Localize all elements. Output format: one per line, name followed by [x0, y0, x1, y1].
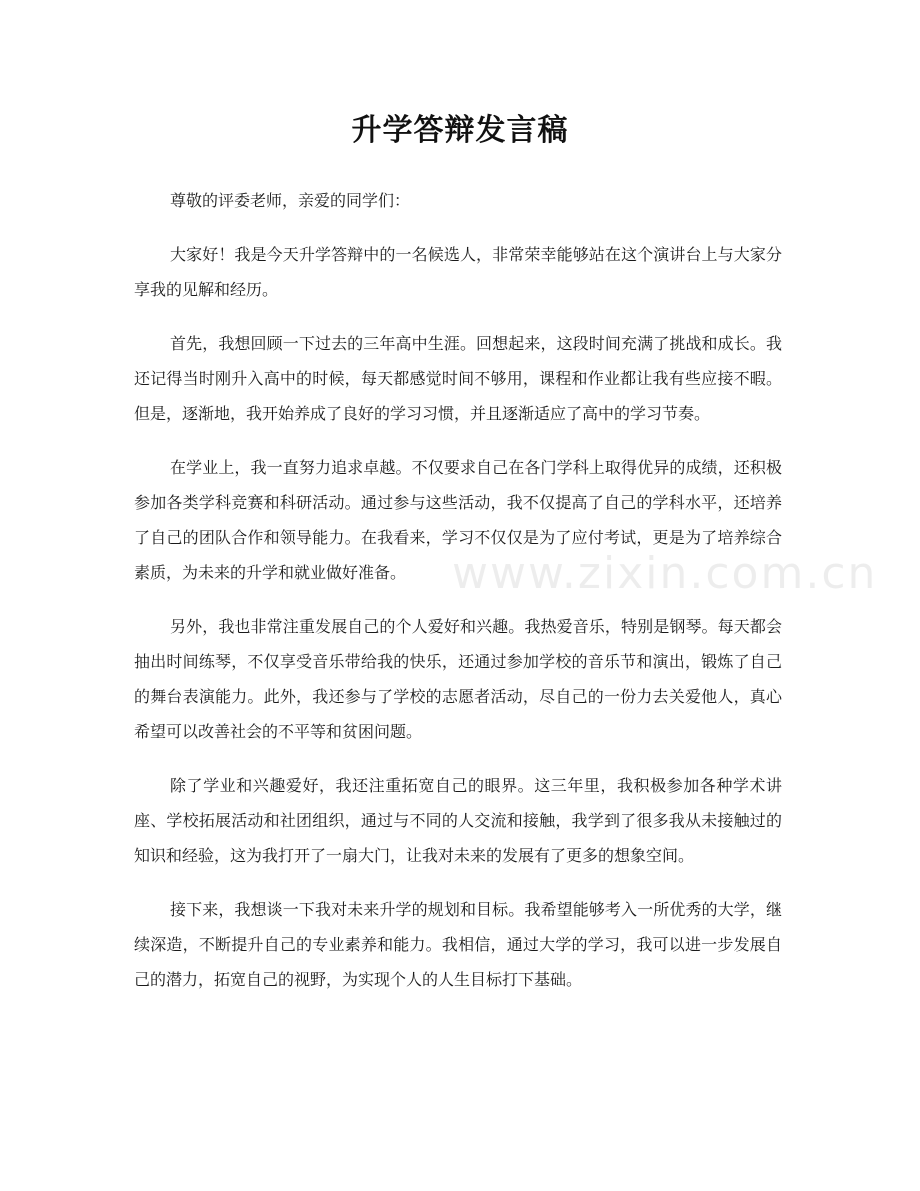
document-title: 升学答辩发言稿	[351, 113, 569, 148]
paragraph-salutation: 尊敬的评委老师，亲爱的同学们：	[170, 191, 411, 210]
watermark-text: www.zixin.com.cn	[452, 548, 878, 599]
paragraph-future-plans: 接下来，我想谈一下我对未来升学的规划和目标。我希望能够考入一所优秀的大学，继续深造，不断提升自己的专业素养和能力。我相信，通过大学的学习，我可以进一步发展自己的潜力，拓宽自己的视野，为实现个人的人生目标打下基础。	[134, 900, 782, 989]
paragraph-high-school-review: 首先，我想回顾一下过去的三年高中生涯。回想起来，这段时间充满了挑战和成长。我还记得当时刚升入高中的时候，每天都感觉时间不够用，课程和作业都让我有些应接不暇。但是，逐渐地，我开始养成了良好的学习习惯，并且逐渐适应了高中的学习节奏。	[134, 334, 782, 423]
paragraph-horizons: 除了学业和兴趣爱好，我还注重拓宽自己的眼界。这三年里，我积极参加各种学术讲座、学校拓展活动和社团组织，通过与不同的人交流和接触，我学到了很多我从未接触过的知识和经验，这为我打开了一扇大门，让我对未来的发展有了更多的想象空间。	[134, 776, 782, 865]
paragraph-hobbies: 另外，我也非常注重发展自己的个人爱好和兴趣。我热爱音乐，特别是钢琴。每天都会抽出时间练琴，不仅享受音乐带给我的快乐，还通过参加学校的音乐节和演出，锻炼了自己的舞台表演能力。此外，我还参与了学校的志愿者活动，尽自己的一份力去关爱他人，真心希望可以改善社会的不平等和贫困问题。	[134, 617, 782, 741]
document-body	[134, 183, 782, 1016]
paragraph-greeting: 大家好！我是今天升学答辩中的一名候选人，非常荣幸能够站在这个演讲台上与大家分享我的见解和经历。	[134, 245, 782, 299]
paragraph-academics: 在学业上，我一直努力追求卓越。不仅要求自己在各门学科上取得优异的成绩，还积极参加各类学科竞赛和科研活动。通过参与这些活动，我不仅提高了自己的学科水平，还培养了自己的团队合作和领导能力。在我看来，学习不仅仅是为了应付考试，更是为了培养综合素质，为未来的升学和就业做好准备。	[134, 458, 782, 582]
